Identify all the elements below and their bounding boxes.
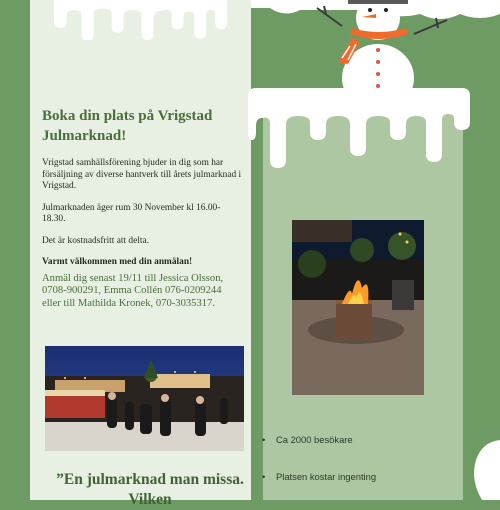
quote-text: ”En julmarknad man missa. Vilken	[56, 471, 244, 508]
snowman-illustration	[312, 0, 452, 100]
intro-paragraph: Vrigstad samhällsförening bjuder in dig som har försäljning av diverse hantverk till årets julmarknad i Vrigstad.	[42, 158, 242, 191]
welcome-paragraph: Varmt välkommen med din anmälan!	[42, 257, 193, 267]
page-title: Boka din plats på Vrigstad Julmarknad!	[42, 108, 213, 144]
christmas-market-photo	[45, 346, 244, 451]
list-item: • Ca 2000 besökare	[262, 434, 452, 446]
snow-drift-decoration	[248, 88, 470, 168]
facts-list	[262, 434, 452, 483]
fire-pit-photo	[292, 220, 424, 395]
invitation-text-block	[42, 106, 242, 310]
cost-paragraph: Det är kostnadsfritt att delta.	[42, 235, 149, 246]
snow-drift-decoration	[30, 0, 251, 40]
contact-paragraph: Anmäl dig senast 19/11 till Jessica Olsson, 0708-900291, Emma Collén 076-0209244 eller till Mathilda Kronek, 070-3035317.	[42, 272, 224, 309]
date-paragraph: Julmarknaden äger rum 30 November kl 16.00-18.30.	[42, 202, 221, 224]
snow-drift-decoration	[462, 440, 500, 500]
list-item: • Platsen kostar ingenting	[262, 471, 452, 483]
